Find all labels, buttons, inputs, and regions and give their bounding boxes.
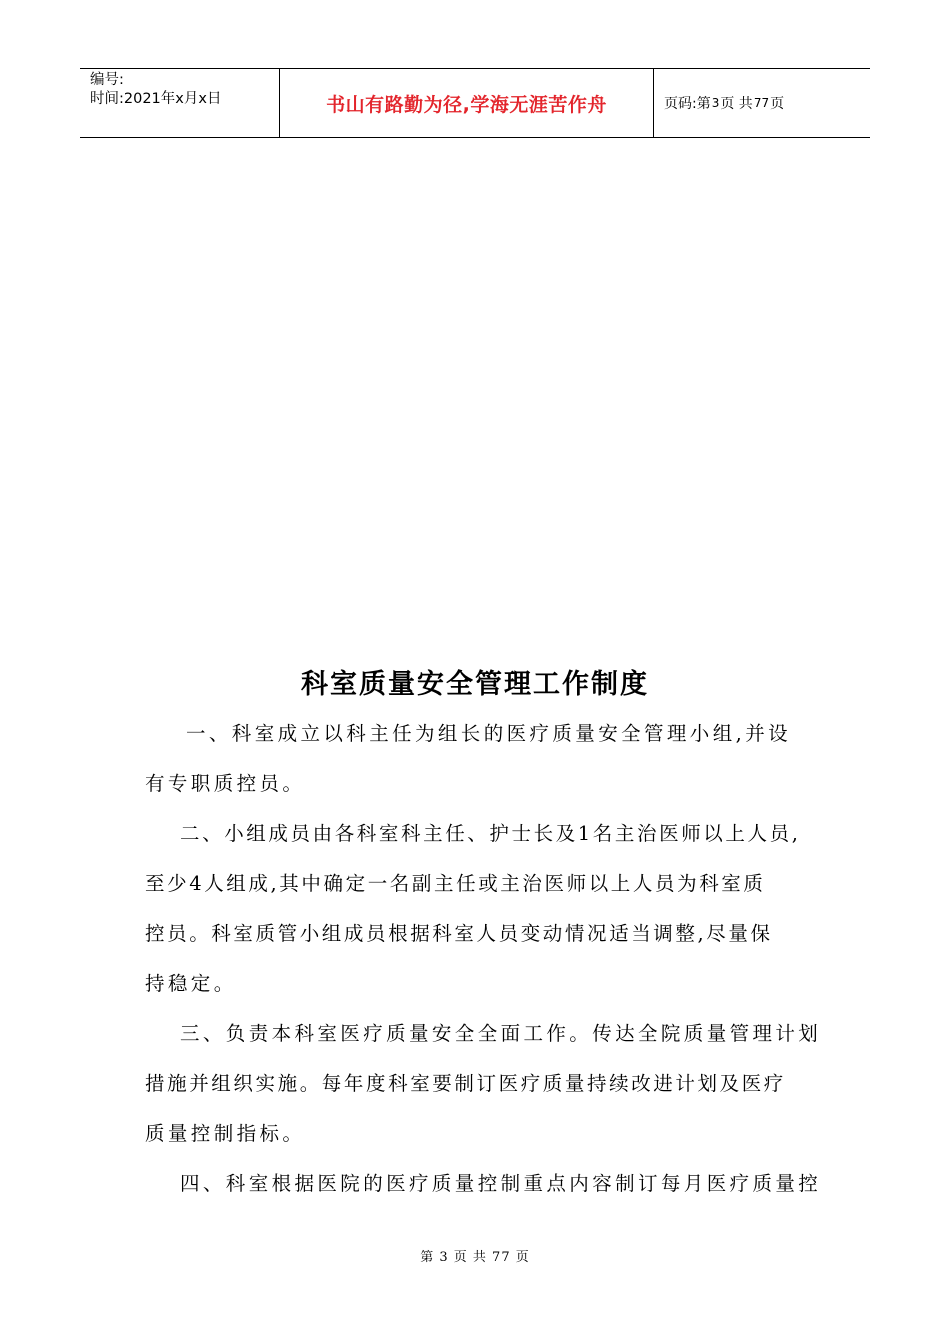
body-line-4: 至少4人组成,其中确定一名副主任或主治医师以上人员为科室质 [145,872,766,895]
body-line-6: 持稳定。 [145,972,237,995]
body-line-8: 措施并组织实施。每年度科室要制订医疗质量持续改进计划及医疗 [145,1072,786,1095]
document-header [80,68,870,138]
page-total: 77 [753,96,770,110]
document-title: 科室质量安全管理工作制度 [301,669,649,700]
serial-number-label: 编号: [90,72,124,88]
time-label: 时间:2021年x月x日 [90,91,222,107]
body-line-3: 二、小组成员由各科室科主任、护士长及1名主治医师以上人员, [180,822,801,845]
header-meta-cell [80,69,280,137]
body-line-1: 一、科室成立以科主任为组长的医疗质量安全管理小组,并设 [186,722,791,745]
body-line-10: 四、科室根据医院的医疗质量控制重点内容制订每月医疗质量控 [180,1172,822,1195]
body-line-2: 有专职质控员。 [145,772,306,795]
body-line-9: 质量控制指标。 [145,1122,306,1145]
page-prefix: 页码:第 [664,96,711,112]
header-motto: 书山有路勤为径,学海无涯苦作舟 [280,69,654,137]
page-footer: 第 3 页 共 77 页 [420,1250,530,1265]
header-page-info [654,69,870,137]
body-line-5: 控员。科室质管小组成员根据科室人员变动情况适当调整,尽量保 [145,922,773,945]
page-current: 3 [711,96,720,110]
page-mid: 页 共 [720,96,753,112]
page-suffix: 页 [770,96,785,112]
body-line-7: 三、负责本科室医疗质量安全全面工作。传达全院质量管理计划 [180,1022,822,1045]
